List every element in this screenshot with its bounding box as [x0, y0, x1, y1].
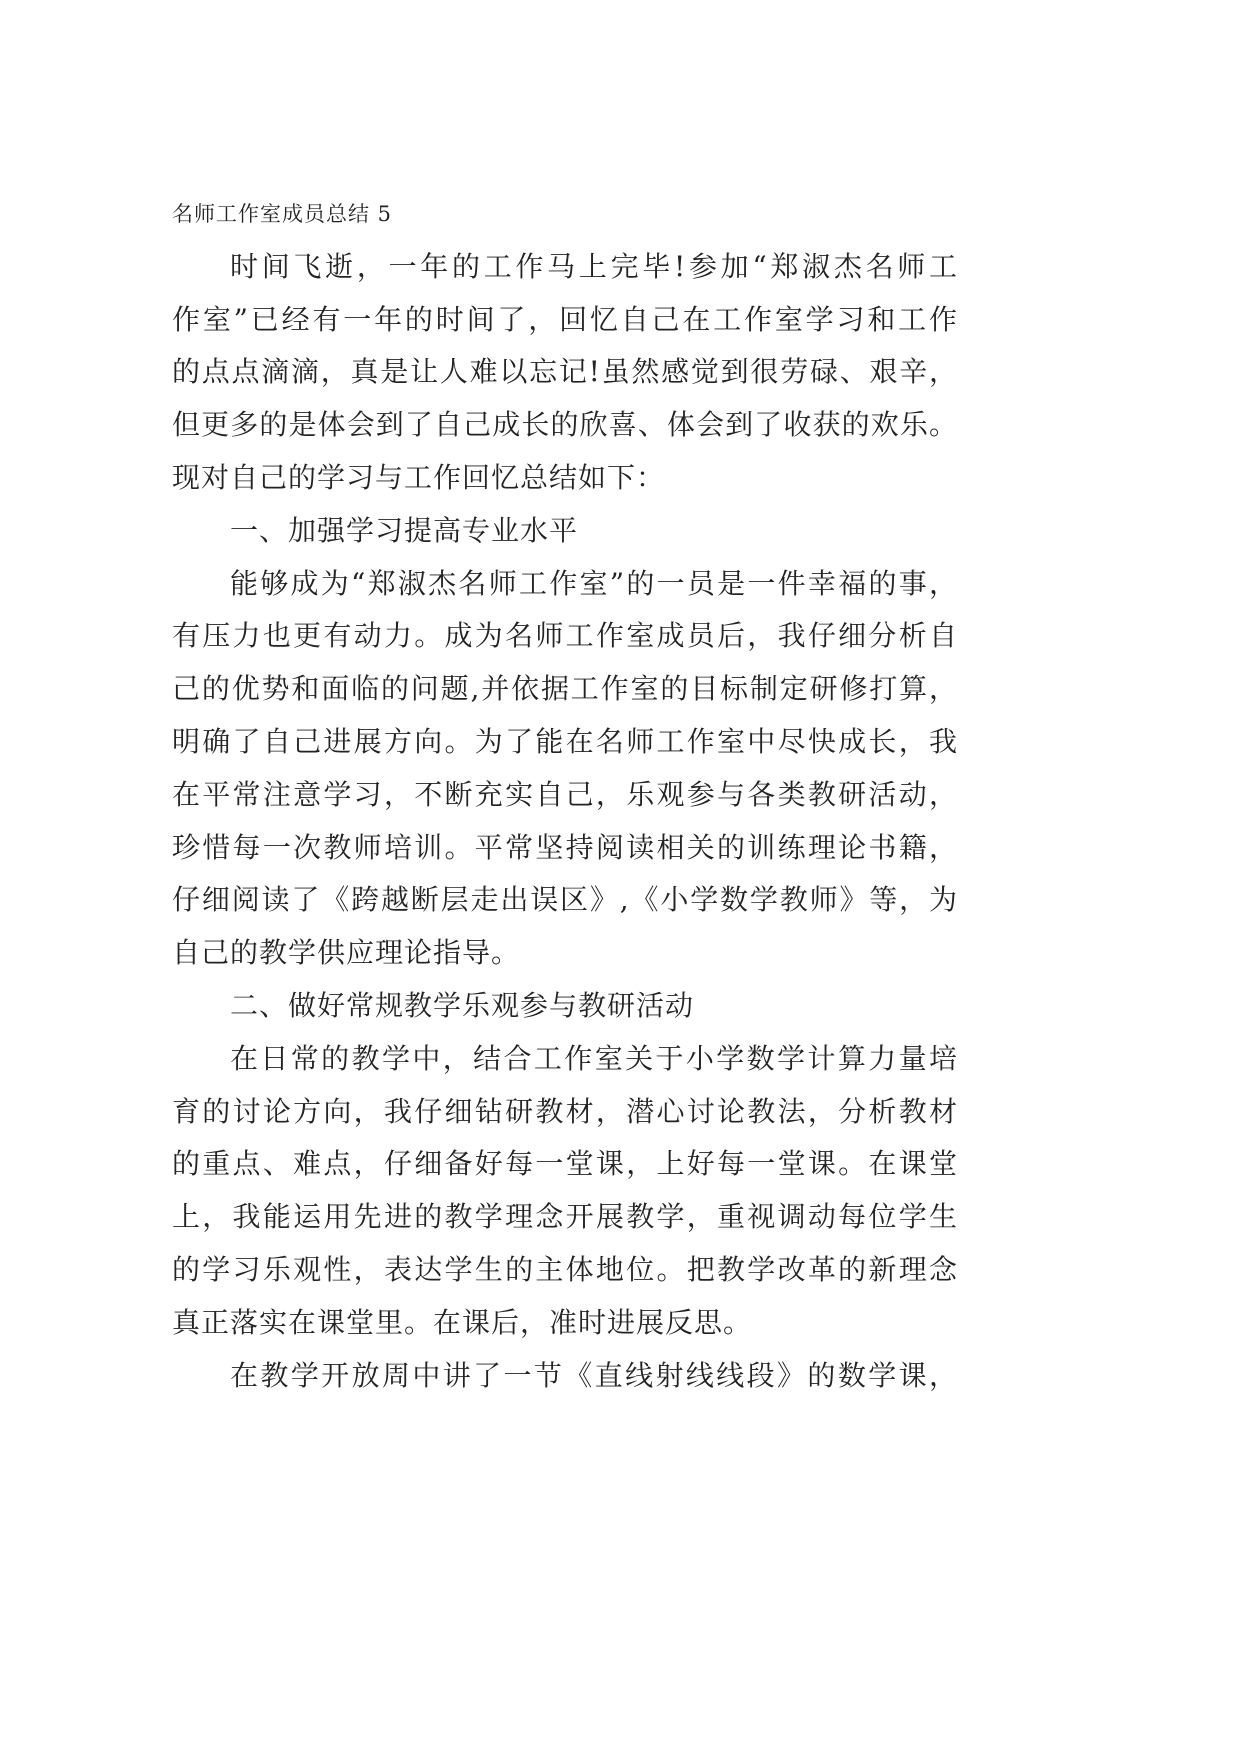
paragraph	[172, 1350, 958, 1403]
text-line: 作室”已经有一年的时间了，回忆自己在工作室学习和工作	[172, 302, 958, 336]
paragraph	[172, 558, 958, 980]
text-line: 的学习乐观性，表达学生的主体地位。把教学改革的新理念	[172, 1252, 958, 1286]
text-line: 上，我能运用先进的教学理念开展教学，重视调动每位学生	[172, 1200, 958, 1234]
text-line: 育的讨论方向，我仔细钻研教材，潜心讨论教法，分析教材	[172, 1094, 958, 1128]
text-line: 仔细阅读了《跨越断层走出误区》,《小学数学教师》等，为	[172, 883, 958, 917]
section-heading	[172, 505, 958, 558]
text-line: 在平常注意学习，不断充实自己，乐观参与各类教研活动，	[172, 777, 958, 811]
text-line: 珍惜每一次教师培训。平常坚持阅读相关的训练理论书籍，	[172, 830, 958, 864]
document-title: 名师工作室成员总结 5	[172, 202, 393, 226]
section-heading	[172, 980, 958, 1033]
heading-text: 二、做好常规教学乐观参与教研活动	[230, 988, 695, 1022]
text-line: 有压力也更有动力。成为名师工作室成员后，我仔细分析自	[172, 619, 958, 653]
text-line: 己的优势和面临的问题,并依据工作室的目标制定研修打算，	[172, 672, 958, 706]
text-line: 的重点、难点，仔细备好每一堂课，上好每一堂课。在课堂	[172, 1147, 958, 1181]
heading-text: 一、加强学习提高专业水平	[230, 513, 579, 547]
paragraph	[172, 1033, 958, 1350]
text-line: 时间飞逝，一年的工作马上完毕!参加“郑淑杰名师工	[230, 249, 958, 283]
text-line: 明确了自己进展方向。为了能在名师工作室中尽快成长，我	[172, 724, 958, 758]
text-line: 自己的教学供应理论指导。	[172, 936, 521, 970]
text-line: 现对自己的学习与工作回忆总结如下：	[172, 460, 666, 494]
paragraph	[172, 241, 958, 505]
text-line: 的点点滴滴，真是让人难以忘记!虽然感觉到很劳碌、艰辛，	[172, 355, 958, 389]
text-line: 但更多的是体会到了自己成长的欣喜、体会到了收获的欢乐。	[172, 408, 958, 442]
text-line: 在日常的教学中，结合工作室关于小学数学计算力量培	[230, 1041, 958, 1075]
text-line: 能够成为“郑淑杰名师工作室”的一员是一件幸福的事，	[230, 566, 958, 600]
document-body	[172, 188, 958, 1402]
text-line: 真正落实在课堂里。在课后，准时进展反思。	[172, 1305, 753, 1339]
text-line: 在教学开放周中讲了一节《直线射线线段》的数学课，	[230, 1358, 958, 1392]
